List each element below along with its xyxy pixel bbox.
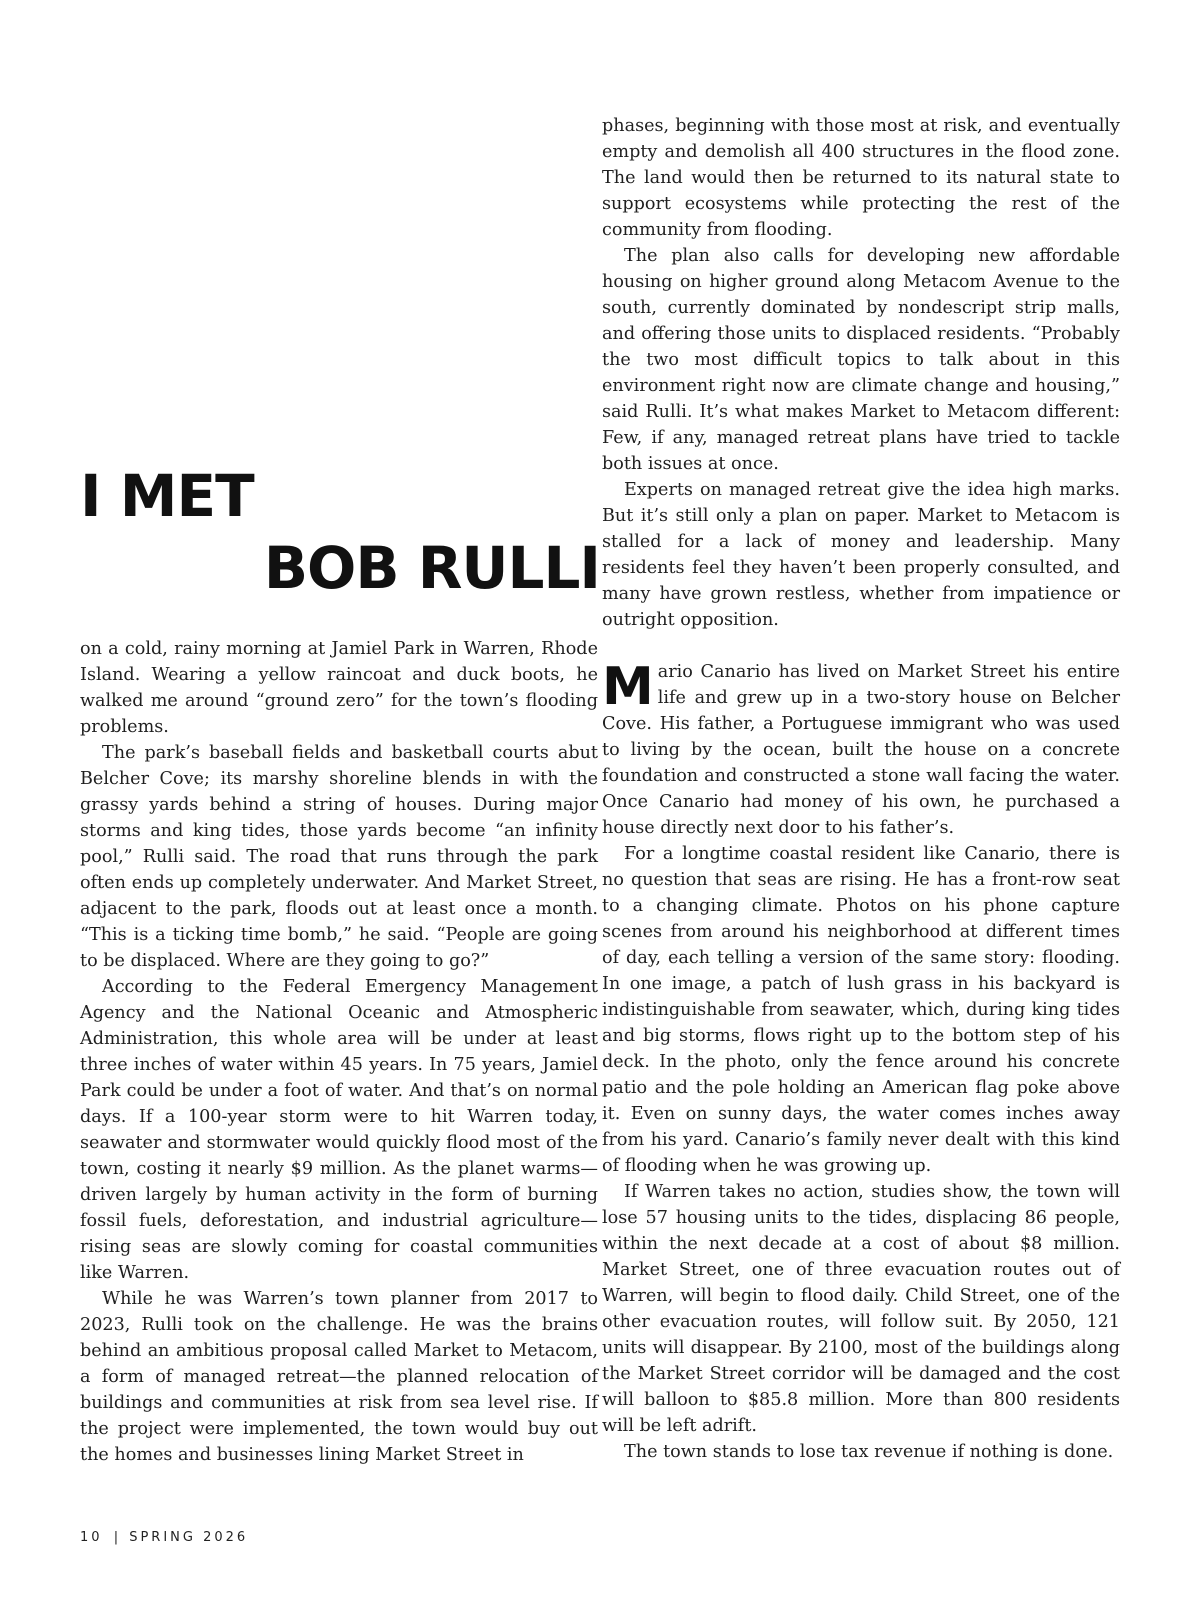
left-column — [80, 636, 598, 1468]
body-paragraph: on a cold, rainy morning at Jamiel Park in Warren, Rhode Island. Wearing a yellow raincoat and duck boots, he walked me around “ground zero” for the town’s flooding problems. — [80, 639, 598, 737]
body-paragraph: The town stands to lose tax revenue if nothing is done. — [624, 1442, 1114, 1462]
body-paragraph: While he was Warren’s town planner from 2017 to 2023, Rulli took on the challenge. He was the brains behind an ambitious proposal called Market to Metacom, a form of managed retreat—the planned relocation of buildings and communities at risk from sea level rise. If the project were implemented, the town would buy out the homes and businesses lining Market Street in — [80, 1289, 598, 1465]
body-paragraph: For a longtime coastal resident like Canario, there is no question that seas are rising. He has a front-row seat to a changing climate. Photos on his phone capture scenes from around his neighborhood at different times of day, each telling a version of the same story: flooding. In one image, a patch of lush grass in his backyard is indistinguishable from seawater, which, during king tides and big storms, flows right up to the bottom step of his deck. In the photo, only the fence around his concrete patio and the pole holding an American flag poke above it. Even on sunny days, the water comes inches away from his yard. Canario’s family never dealt with this kind of flooding when he was growing up. — [602, 844, 1120, 1176]
page-footer — [80, 1530, 248, 1545]
drop-cap: M — [602, 657, 654, 717]
headline-line-2: BOB RULLI — [263, 534, 600, 602]
body-paragraph: According to the Federal Emergency Management Agency and the National Oceanic and Atmospheric Administration, this whole area will be under at least three inches of water within 45 years. In 75 years, Jamiel Park could be under a foot of water. And that’s on normal days. If a 100-year storm were to hit Warren today, seawater and stormwater would quickly flood most of the town, costing it nearly $9 million. As the planet warms—driven largely by human activity in the form of burning fossil fuels, deforestation, and industrial agriculture—rising seas are slowly coming for coastal communities like Warren. — [80, 977, 598, 1283]
body-paragraph: Experts on managed retreat give the idea high marks. But it’s still only a plan on paper. Market to Metacom is stalled for a lack of money and leadership. Many residents feel they haven’t been properly consulted, and many have grown restless, whether from impatience or outright opposition. — [602, 480, 1120, 630]
section-opening-paragraph — [602, 659, 1120, 841]
issue-label: SPRING 2026 — [129, 1530, 249, 1545]
section-opening-text: ario Canario has lived on Market Street his entire life and grew up in a two-story house on Belcher Cove. His father, a Portuguese immigrant who was used to living by the ocean, built the house on a concrete foundation and constructed a stone wall facing the water. Once Canario had money of his own, he purchased a house directly next door to his father’s. — [602, 662, 1120, 838]
body-paragraph: The park’s baseball fields and basketball courts abut Belcher Cove; its marshy shoreline blends in with the grassy yards behind a string of houses. During major storms and king tides, those yards become “an infinity pool,” Rulli said. The road that runs through the park often ends up completely underwater. And Market Street, adjacent to the park, floods out at least once a month. “This is a ticking time bomb,” he said. “People are going to be displaced. Where are they going to go?” — [80, 743, 598, 971]
footer-separator: | — [113, 1530, 119, 1545]
body-paragraph: The plan also calls for developing new affordable housing on higher ground along Metacom Avenue to the south, currently dominated by nondescript strip malls, and offering those units to displaced residents. “Probably the two most difficult topics to talk about in this environment right now are climate change and housing,” said Rulli. It’s what makes Market to Metacom different: Few, if any, managed retreat plans have tried to tackle both issues at once. — [602, 246, 1120, 474]
headline — [80, 460, 600, 604]
headline-line-1: I MET — [80, 462, 254, 530]
body-paragraph: If Warren takes no action, studies show, the town will lose 57 housing units to the tides, displacing 86 people, within the next decade at a cost of about $8 million. Market Street, one of three evacuation routes out of Warren, will begin to flood daily. Child Street, one of the other evacuation routes, will follow suit. By 2050, 121 units will disappear. By 2100, most of the buildings along the Market Street corridor will be damaged and the cost will balloon to $85.8 million. More than 800 residents will be left adrift. — [602, 1182, 1120, 1436]
page-number: 10 — [80, 1530, 103, 1545]
body-paragraph: phases, beginning with those most at risk, and eventually empty and demolish all 400 structures in the flood zone. The land would then be returned to its natural state to support ecosystems while protecting the rest of the community from flooding. — [602, 116, 1120, 240]
right-column — [602, 113, 1120, 1465]
